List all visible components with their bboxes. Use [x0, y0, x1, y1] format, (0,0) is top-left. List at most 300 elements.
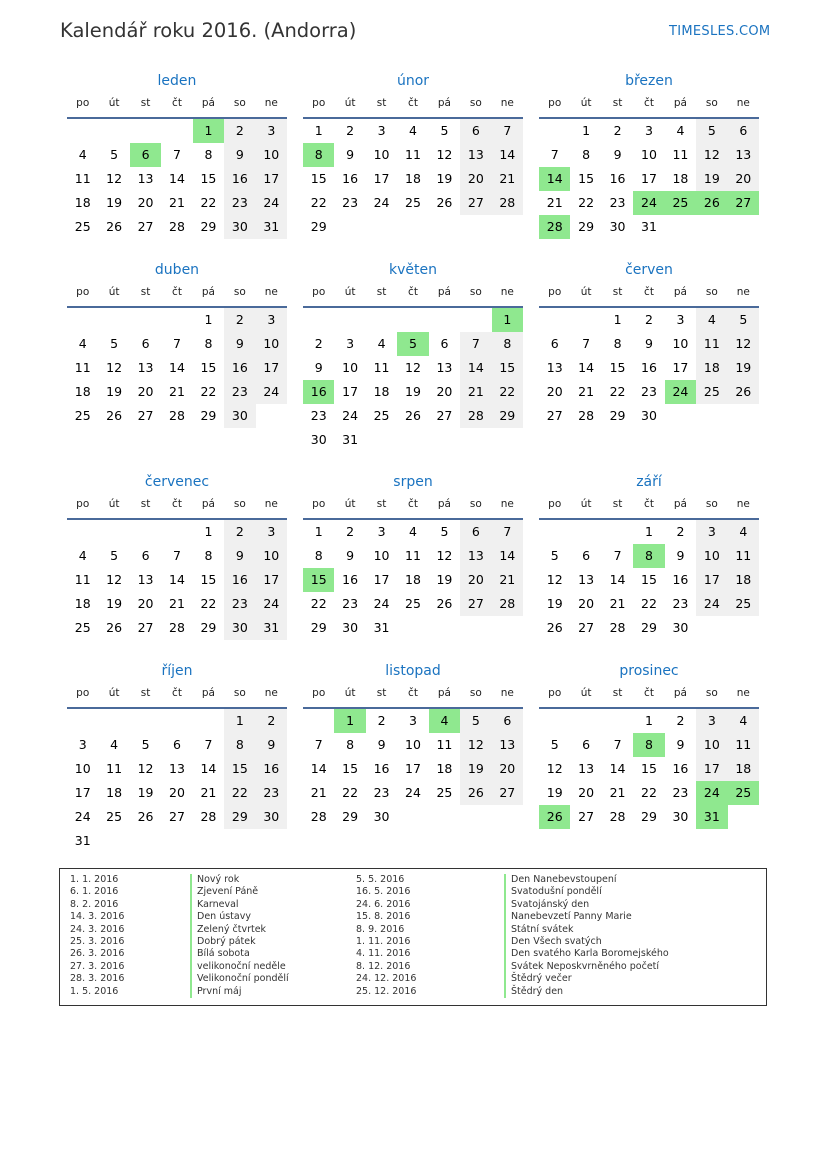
day-cell[interactable]: 16 [373, 761, 390, 776]
day-cell[interactable]: 16 [256, 757, 287, 781]
day-cell[interactable]: 13 [137, 360, 154, 375]
day-cell[interactable]: 31 [342, 432, 359, 447]
day-cell[interactable]: 7 [550, 147, 559, 162]
day-cell[interactable]: 23 [609, 195, 626, 210]
day-cell[interactable]: 3 [377, 123, 386, 138]
day-cell[interactable]: 20 [546, 384, 563, 399]
day-cell[interactable]: 7 [173, 147, 181, 162]
day-cell[interactable]: 22 [200, 596, 217, 611]
day-cell[interactable]: 28 [609, 809, 626, 824]
day-cell[interactable]: 3 [256, 308, 287, 332]
day-cell[interactable]: 21 [200, 785, 217, 800]
day-cell[interactable]: 19 [460, 757, 491, 781]
day-cell[interactable]: 22 [578, 195, 595, 210]
day-cell[interactable]: 6 [582, 548, 591, 563]
day-cell[interactable]: 27 [546, 408, 563, 423]
day-cell[interactable]: 18 [405, 171, 421, 186]
holiday-day-cell[interactable]: 8 [303, 143, 334, 167]
day-cell[interactable]: 14 [169, 572, 185, 587]
day-cell[interactable]: 26 [436, 596, 453, 611]
day-cell[interactable]: 27 [169, 809, 185, 824]
day-cell[interactable]: 9 [224, 143, 255, 167]
day-cell[interactable]: 3 [78, 737, 87, 752]
day-cell[interactable]: 9 [256, 733, 287, 757]
day-cell[interactable]: 3 [346, 336, 355, 351]
day-cell[interactable]: 24 [256, 191, 287, 215]
day-cell[interactable]: 13 [460, 143, 491, 167]
day-cell[interactable]: 15 [641, 572, 657, 587]
day-cell[interactable]: 10 [696, 544, 727, 568]
day-cell[interactable]: 14 [578, 360, 595, 375]
day-cell[interactable]: 17 [74, 785, 91, 800]
day-cell[interactable]: 21 [169, 384, 185, 399]
holiday-day-cell[interactable]: 1 [334, 709, 365, 733]
day-cell[interactable]: 28 [200, 809, 217, 824]
day-cell[interactable]: 12 [436, 548, 453, 563]
day-cell[interactable]: 5 [460, 709, 491, 733]
day-cell[interactable]: 17 [696, 568, 727, 592]
day-cell[interactable]: 20 [460, 568, 491, 592]
day-cell[interactable]: 12 [106, 360, 123, 375]
holiday-day-cell[interactable]: 28 [539, 215, 570, 239]
holiday-day-cell[interactable]: 26 [696, 191, 727, 215]
day-cell[interactable]: 12 [405, 360, 421, 375]
day-cell[interactable]: 20 [169, 785, 185, 800]
day-cell[interactable]: 9 [676, 548, 685, 563]
holiday-day-cell[interactable]: 31 [696, 805, 727, 829]
day-cell[interactable]: 6 [582, 737, 591, 752]
holiday-day-cell[interactable]: 1 [193, 119, 224, 143]
day-cell[interactable]: 30 [373, 809, 390, 824]
day-cell[interactable]: 19 [546, 785, 563, 800]
day-cell[interactable]: 17 [373, 572, 390, 587]
day-cell[interactable]: 27 [492, 781, 523, 805]
day-cell[interactable]: 31 [256, 215, 287, 239]
day-cell[interactable]: 22 [200, 195, 217, 210]
day-cell[interactable]: 12 [106, 171, 123, 186]
day-cell[interactable]: 3 [256, 119, 287, 143]
holiday-day-cell[interactable]: 27 [728, 191, 759, 215]
holiday-day-cell[interactable]: 8 [633, 733, 664, 757]
day-cell[interactable]: 7 [582, 336, 591, 351]
day-cell[interactable]: 25 [405, 596, 421, 611]
holiday-day-cell[interactable]: 25 [728, 781, 759, 805]
day-cell[interactable]: 27 [578, 620, 595, 635]
day-cell[interactable]: 23 [342, 596, 359, 611]
day-cell[interactable]: 29 [200, 219, 217, 234]
day-cell[interactable]: 5 [550, 548, 559, 563]
day-cell[interactable]: 26 [106, 408, 123, 423]
day-cell[interactable]: 27 [137, 219, 154, 234]
day-cell[interactable]: 19 [436, 171, 453, 186]
day-cell[interactable]: 24 [74, 809, 91, 824]
day-cell[interactable]: 29 [200, 620, 217, 635]
day-cell[interactable]: 22 [310, 596, 327, 611]
day-cell[interactable]: 30 [224, 404, 255, 428]
day-cell[interactable]: 29 [641, 620, 657, 635]
day-cell[interactable]: 21 [169, 596, 185, 611]
day-cell[interactable]: 7 [613, 548, 622, 563]
day-cell[interactable]: 19 [106, 195, 123, 210]
day-cell[interactable]: 24 [342, 408, 359, 423]
day-cell[interactable]: 12 [546, 572, 563, 587]
day-cell[interactable]: 14 [460, 356, 491, 380]
day-cell[interactable]: 31 [641, 219, 657, 234]
day-cell[interactable]: 27 [436, 408, 453, 423]
day-cell[interactable]: 7 [314, 737, 323, 752]
day-cell[interactable]: 14 [609, 572, 626, 587]
day-cell[interactable]: 11 [74, 171, 91, 186]
day-cell[interactable]: 18 [106, 785, 123, 800]
day-cell[interactable]: 4 [728, 709, 759, 733]
day-cell[interactable]: 12 [436, 147, 453, 162]
day-cell[interactable]: 14 [169, 360, 185, 375]
day-cell[interactable]: 22 [224, 781, 255, 805]
day-cell[interactable]: 22 [492, 380, 523, 404]
day-cell[interactable]: 31 [74, 833, 91, 848]
day-cell[interactable]: 17 [342, 384, 359, 399]
day-cell[interactable]: 12 [137, 761, 154, 776]
day-cell[interactable]: 18 [74, 384, 91, 399]
day-cell[interactable]: 15 [200, 572, 217, 587]
day-cell[interactable]: 6 [440, 336, 449, 351]
day-cell[interactable]: 18 [74, 195, 91, 210]
day-cell[interactable]: 1 [204, 312, 213, 327]
day-cell[interactable]: 27 [460, 592, 491, 616]
day-cell[interactable]: 22 [310, 195, 327, 210]
day-cell[interactable]: 2 [676, 524, 685, 539]
day-cell[interactable]: 15 [342, 761, 359, 776]
day-cell[interactable]: 31 [373, 620, 390, 635]
day-cell[interactable]: 17 [256, 167, 287, 191]
day-cell[interactable]: 24 [405, 785, 421, 800]
day-cell[interactable]: 19 [106, 596, 123, 611]
day-cell[interactable]: 23 [373, 785, 390, 800]
day-cell[interactable]: 4 [110, 737, 119, 752]
day-cell[interactable]: 16 [342, 572, 359, 587]
day-cell[interactable]: 30 [310, 432, 327, 447]
day-cell[interactable]: 4 [728, 520, 759, 544]
day-cell[interactable]: 9 [346, 548, 355, 563]
day-cell[interactable]: 28 [492, 592, 523, 616]
day-cell[interactable]: 8 [204, 548, 213, 563]
day-cell[interactable]: 18 [405, 572, 421, 587]
day-cell[interactable]: 3 [645, 123, 653, 138]
day-cell[interactable]: 6 [460, 520, 491, 544]
day-cell[interactable]: 1 [204, 524, 213, 539]
day-cell[interactable]: 19 [137, 785, 154, 800]
day-cell[interactable]: 10 [641, 147, 657, 162]
day-cell[interactable]: 8 [492, 332, 523, 356]
day-cell[interactable]: 9 [314, 360, 323, 375]
day-cell[interactable]: 7 [173, 548, 181, 563]
day-cell[interactable]: 14 [310, 761, 327, 776]
holiday-day-cell[interactable]: 6 [130, 143, 161, 167]
day-cell[interactable]: 23 [256, 781, 287, 805]
day-cell[interactable]: 30 [224, 215, 255, 239]
day-cell[interactable]: 3 [696, 709, 727, 733]
day-cell[interactable]: 18 [696, 356, 727, 380]
day-cell[interactable]: 17 [373, 171, 390, 186]
day-cell[interactable]: 17 [672, 360, 689, 375]
day-cell[interactable]: 2 [676, 713, 685, 728]
day-cell[interactable]: 11 [696, 332, 727, 356]
day-cell[interactable]: 3 [676, 312, 685, 327]
day-cell[interactable]: 18 [74, 596, 91, 611]
day-cell[interactable]: 11 [672, 147, 689, 162]
day-cell[interactable]: 13 [460, 544, 491, 568]
day-cell[interactable]: 11 [74, 572, 91, 587]
day-cell[interactable]: 20 [460, 167, 491, 191]
day-cell[interactable]: 21 [492, 167, 523, 191]
day-cell[interactable]: 1 [645, 524, 653, 539]
day-cell[interactable]: 5 [110, 548, 119, 563]
day-cell[interactable]: 10 [672, 336, 689, 351]
day-cell[interactable]: 11 [74, 360, 91, 375]
day-cell[interactable]: 30 [256, 805, 287, 829]
day-cell[interactable]: 2 [346, 123, 355, 138]
day-cell[interactable]: 21 [492, 568, 523, 592]
day-cell[interactable]: 26 [137, 809, 154, 824]
day-cell[interactable]: 5 [550, 737, 559, 752]
day-cell[interactable]: 25 [436, 785, 453, 800]
day-cell[interactable]: 4 [696, 308, 727, 332]
day-cell[interactable]: 12 [546, 761, 563, 776]
day-cell[interactable]: 5 [110, 336, 119, 351]
day-cell[interactable]: 11 [728, 544, 759, 568]
day-cell[interactable]: 1 [613, 312, 622, 327]
day-cell[interactable]: 24 [373, 596, 390, 611]
day-cell[interactable]: 5 [440, 524, 449, 539]
holiday-day-cell[interactable]: 26 [539, 805, 570, 829]
day-cell[interactable]: 25 [106, 809, 123, 824]
day-cell[interactable]: 28 [169, 408, 185, 423]
holiday-day-cell[interactable]: 25 [665, 191, 696, 215]
holiday-day-cell[interactable]: 4 [429, 709, 460, 733]
day-cell[interactable]: 9 [676, 737, 685, 752]
day-cell[interactable]: 11 [106, 761, 123, 776]
day-cell[interactable]: 29 [310, 219, 327, 234]
day-cell[interactable]: 16 [224, 568, 255, 592]
day-cell[interactable]: 22 [609, 384, 626, 399]
day-cell[interactable]: 20 [728, 167, 759, 191]
day-cell[interactable]: 2 [613, 123, 622, 138]
day-cell[interactable]: 5 [696, 119, 727, 143]
day-cell[interactable]: 21 [460, 380, 491, 404]
day-cell[interactable]: 25 [696, 380, 727, 404]
day-cell[interactable]: 26 [405, 408, 421, 423]
day-cell[interactable]: 8 [204, 147, 213, 162]
holiday-day-cell[interactable]: 14 [539, 167, 570, 191]
day-cell[interactable]: 20 [137, 195, 154, 210]
day-cell[interactable]: 19 [696, 167, 727, 191]
day-cell[interactable]: 27 [137, 620, 154, 635]
day-cell[interactable]: 21 [546, 195, 563, 210]
day-cell[interactable]: 7 [613, 737, 622, 752]
day-cell[interactable]: 6 [141, 336, 150, 351]
holiday-day-cell[interactable]: 16 [303, 380, 334, 404]
day-cell[interactable]: 4 [78, 548, 87, 563]
day-cell[interactable]: 15 [641, 761, 657, 776]
day-cell[interactable]: 17 [256, 356, 287, 380]
day-cell[interactable]: 13 [578, 572, 595, 587]
day-cell[interactable]: 13 [578, 761, 595, 776]
day-cell[interactable]: 26 [460, 781, 491, 805]
day-cell[interactable]: 9 [377, 737, 386, 752]
day-cell[interactable]: 30 [641, 408, 657, 423]
day-cell[interactable]: 21 [169, 195, 185, 210]
day-cell[interactable]: 20 [137, 384, 154, 399]
day-cell[interactable]: 30 [342, 620, 359, 635]
day-cell[interactable]: 11 [405, 147, 421, 162]
day-cell[interactable]: 4 [78, 336, 87, 351]
day-cell[interactable]: 6 [492, 709, 523, 733]
day-cell[interactable]: 16 [672, 572, 689, 587]
day-cell[interactable]: 28 [609, 620, 626, 635]
day-cell[interactable]: 19 [728, 356, 759, 380]
day-cell[interactable]: 4 [676, 123, 685, 138]
day-cell[interactable]: 17 [405, 761, 421, 776]
day-cell[interactable]: 30 [672, 620, 689, 635]
day-cell[interactable]: 26 [106, 219, 123, 234]
day-cell[interactable]: 12 [106, 572, 123, 587]
day-cell[interactable]: 29 [609, 408, 626, 423]
day-cell[interactable]: 28 [578, 408, 595, 423]
day-cell[interactable]: 28 [169, 620, 185, 635]
day-cell[interactable]: 13 [137, 572, 154, 587]
day-cell[interactable]: 6 [141, 548, 150, 563]
day-cell[interactable]: 3 [377, 524, 386, 539]
day-cell[interactable]: 7 [460, 332, 491, 356]
day-cell[interactable]: 10 [256, 143, 287, 167]
day-cell[interactable]: 22 [641, 596, 657, 611]
day-cell[interactable]: 14 [169, 171, 185, 186]
day-cell[interactable]: 15 [200, 171, 217, 186]
day-cell[interactable]: 3 [696, 520, 727, 544]
day-cell[interactable]: 8 [224, 733, 255, 757]
day-cell[interactable]: 16 [672, 761, 689, 776]
day-cell[interactable]: 20 [137, 596, 154, 611]
day-cell[interactable]: 13 [492, 733, 523, 757]
day-cell[interactable]: 12 [728, 332, 759, 356]
day-cell[interactable]: 10 [74, 761, 91, 776]
day-cell[interactable]: 14 [609, 761, 626, 776]
day-cell[interactable]: 9 [224, 544, 255, 568]
day-cell[interactable]: 23 [224, 380, 255, 404]
day-cell[interactable]: 16 [224, 167, 255, 191]
day-cell[interactable]: 13 [169, 761, 185, 776]
day-cell[interactable]: 18 [728, 568, 759, 592]
day-cell[interactable]: 16 [609, 171, 626, 186]
day-cell[interactable]: 15 [492, 356, 523, 380]
day-cell[interactable]: 8 [204, 336, 213, 351]
day-cell[interactable]: 6 [460, 119, 491, 143]
day-cell[interactable]: 4 [409, 123, 417, 138]
day-cell[interactable]: 16 [641, 360, 657, 375]
day-cell[interactable]: 29 [578, 219, 595, 234]
day-cell[interactable]: 27 [137, 408, 154, 423]
day-cell[interactable]: 27 [460, 191, 491, 215]
day-cell[interactable]: 28 [310, 809, 327, 824]
day-cell[interactable]: 28 [492, 191, 523, 215]
day-cell[interactable]: 18 [672, 171, 689, 186]
day-cell[interactable]: 11 [728, 733, 759, 757]
day-cell[interactable]: 5 [440, 123, 449, 138]
day-cell[interactable]: 26 [728, 380, 759, 404]
day-cell[interactable]: 8 [613, 336, 622, 351]
day-cell[interactable]: 13 [546, 360, 563, 375]
day-cell[interactable]: 25 [728, 592, 759, 616]
day-cell[interactable]: 25 [373, 408, 390, 423]
day-cell[interactable]: 19 [106, 384, 123, 399]
day-cell[interactable]: 7 [204, 737, 213, 752]
day-cell[interactable]: 9 [613, 147, 622, 162]
day-cell[interactable]: 30 [609, 219, 626, 234]
day-cell[interactable]: 24 [256, 380, 287, 404]
day-cell[interactable]: 30 [224, 616, 255, 640]
day-cell[interactable]: 21 [609, 785, 626, 800]
day-cell[interactable]: 17 [641, 171, 657, 186]
holiday-day-cell[interactable]: 24 [665, 380, 696, 404]
day-cell[interactable]: 10 [373, 147, 390, 162]
day-cell[interactable]: 14 [200, 761, 217, 776]
day-cell[interactable]: 16 [342, 171, 359, 186]
day-cell[interactable]: 15 [578, 171, 595, 186]
day-cell[interactable]: 29 [224, 805, 255, 829]
day-cell[interactable]: 22 [342, 785, 359, 800]
day-cell[interactable]: 22 [641, 785, 657, 800]
day-cell[interactable]: 6 [173, 737, 181, 752]
day-cell[interactable]: 20 [578, 596, 595, 611]
day-cell[interactable]: 9 [224, 332, 255, 356]
day-cell[interactable]: 26 [106, 620, 123, 635]
day-cell[interactable]: 29 [310, 620, 327, 635]
day-cell[interactable]: 29 [200, 408, 217, 423]
day-cell[interactable]: 19 [405, 384, 421, 399]
day-cell[interactable]: 24 [696, 592, 727, 616]
day-cell[interactable]: 23 [342, 195, 359, 210]
day-cell[interactable]: 17 [256, 568, 287, 592]
day-cell[interactable]: 11 [373, 360, 390, 375]
day-cell[interactable]: 23 [310, 408, 327, 423]
day-cell[interactable]: 1 [645, 713, 653, 728]
day-cell[interactable]: 1 [314, 123, 323, 138]
day-cell[interactable]: 29 [641, 809, 657, 824]
day-cell[interactable]: 13 [137, 171, 154, 186]
day-cell[interactable]: 8 [314, 548, 323, 563]
day-cell[interactable]: 2 [256, 709, 287, 733]
day-cell[interactable]: 12 [696, 143, 727, 167]
day-cell[interactable]: 2 [224, 520, 255, 544]
day-cell[interactable]: 23 [641, 384, 657, 399]
day-cell[interactable]: 20 [436, 384, 453, 399]
day-cell[interactable]: 22 [200, 384, 217, 399]
day-cell[interactable]: 2 [314, 336, 323, 351]
holiday-day-cell[interactable]: 1 [492, 308, 523, 332]
day-cell[interactable]: 4 [78, 147, 87, 162]
day-cell[interactable]: 2 [224, 119, 255, 143]
day-cell[interactable]: 5 [141, 737, 150, 752]
day-cell[interactable]: 7 [173, 336, 181, 351]
day-cell[interactable]: 1 [582, 123, 591, 138]
day-cell[interactable]: 2 [645, 312, 653, 327]
day-cell[interactable]: 2 [377, 713, 386, 728]
day-cell[interactable]: 5 [110, 147, 119, 162]
day-cell[interactable]: 7 [492, 520, 523, 544]
day-cell[interactable]: 8 [346, 737, 355, 752]
day-cell[interactable]: 3 [409, 713, 417, 728]
day-cell[interactable]: 21 [310, 785, 327, 800]
